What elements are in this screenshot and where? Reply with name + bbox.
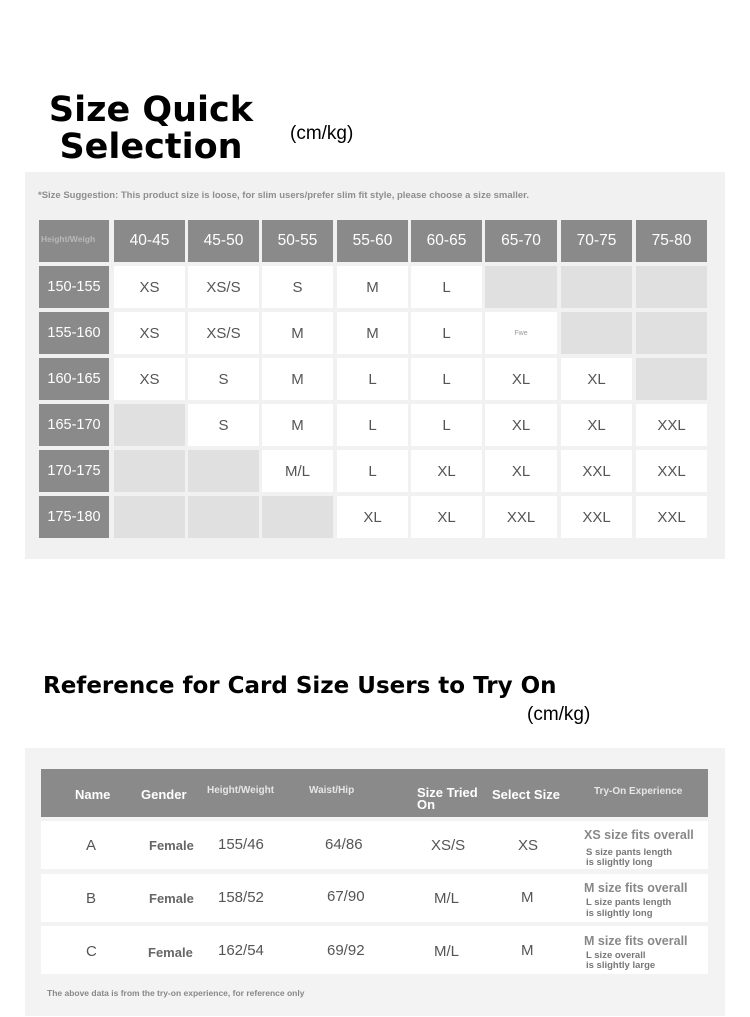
size-cell: M (262, 312, 333, 354)
size-cell: XL (561, 404, 632, 446)
size-selection-unit: (cm/kg) (290, 123, 354, 144)
weight-header: 70-75 (561, 220, 632, 262)
size-cell: Fwe (485, 312, 557, 354)
size-cell: XS (114, 266, 185, 308)
row-size-tried: M/L (434, 890, 460, 907)
reference-unit: (cm/kg) (527, 704, 591, 725)
size-cell: XXL (485, 496, 557, 538)
size-cell: XL (337, 496, 408, 538)
header-name: Name (75, 787, 111, 802)
empty-cell (636, 266, 707, 308)
size-cell: S (262, 266, 333, 308)
height-header: 150-155 (39, 266, 109, 308)
size-cell: XS/S (188, 312, 259, 354)
size-cell: XS/S (188, 266, 259, 308)
size-cell: XL (411, 450, 482, 492)
header-size-tried: Size Tried On (417, 785, 478, 812)
row-gender: Female (148, 945, 193, 960)
row-name: A (86, 837, 97, 854)
empty-cell (114, 496, 185, 538)
reference-row (41, 926, 708, 974)
size-chart-panel (25, 172, 725, 559)
row-experience-detail: is slightly large (586, 960, 656, 971)
height-header: 155-160 (39, 312, 109, 354)
row-select-size: M (521, 889, 534, 906)
empty-cell (636, 312, 707, 354)
reference-title: Reference for Card Size Users to Try On (43, 673, 557, 699)
size-cell: XL (485, 450, 557, 492)
row-height-weight: 158/52 (218, 889, 264, 906)
weight-header: 55-60 (337, 220, 408, 262)
reference-footnote: The above data is from the try-on experience, for reference only (47, 988, 305, 998)
size-cell: XXL (636, 450, 707, 492)
reference-table-header (41, 769, 708, 817)
row-name: C (86, 943, 97, 960)
empty-cell (114, 450, 185, 492)
size-selection-title: Size Quick Selection (48, 90, 254, 167)
size-cell: M (262, 404, 333, 446)
reference-row (41, 874, 708, 922)
row-waist-hip: 67/90 (327, 888, 365, 905)
empty-cell (188, 450, 259, 492)
row-experience-detail: S size pants length (586, 847, 673, 858)
header-select-size: Select Size (492, 787, 560, 802)
size-cell: S (188, 358, 259, 400)
size-cell: XL (561, 358, 632, 400)
weight-header: 60-65 (411, 220, 482, 262)
height-header: 165-170 (39, 404, 109, 446)
empty-cell (636, 358, 707, 400)
empty-cell (561, 312, 632, 354)
row-size-tried: XS/S (431, 837, 466, 854)
row-height-weight: 155/46 (218, 836, 264, 853)
empty-cell (262, 496, 333, 538)
header-gender: Gender (141, 787, 187, 802)
height-header: 170-175 (39, 450, 109, 492)
size-cell: XL (411, 496, 482, 538)
size-cell: XXL (561, 450, 632, 492)
size-cell: L (337, 450, 408, 492)
reference-row (41, 821, 708, 869)
weight-header: 40-45 (114, 220, 185, 262)
size-cell: L (337, 404, 408, 446)
row-gender: Female (149, 891, 194, 906)
size-cell: M (262, 358, 333, 400)
height-header: 160-165 (39, 358, 109, 400)
chart-corner-label: Height/Weigh (39, 220, 109, 262)
size-cell: XL (485, 404, 557, 446)
header-waist-hip: Waist/Hip (309, 785, 355, 796)
size-cell: L (337, 358, 408, 400)
size-cell: XS (114, 312, 185, 354)
row-gender: Female (149, 838, 194, 853)
weight-header: 65-70 (485, 220, 557, 262)
size-cell: XXL (636, 496, 707, 538)
size-cell: L (411, 312, 482, 354)
row-select-size: XS (518, 837, 539, 854)
weight-header: 50-55 (262, 220, 333, 262)
size-cell: L (411, 266, 482, 308)
empty-cell (561, 266, 632, 308)
row-experience-main: M size fits overall (584, 934, 688, 948)
row-waist-hip: 69/92 (327, 942, 365, 959)
header-experience: Try-On Experience (594, 786, 683, 797)
weight-header: 45-50 (188, 220, 259, 262)
row-select-size: M (521, 942, 534, 959)
reference-panel (25, 748, 725, 1016)
row-size-tried: M/L (434, 943, 460, 960)
size-cell: XXL (561, 496, 632, 538)
row-height-weight: 162/54 (218, 942, 264, 959)
empty-cell (485, 266, 557, 308)
size-cell: XL (485, 358, 557, 400)
size-cell: L (411, 358, 482, 400)
row-experience-main: XS size fits overall (584, 828, 694, 842)
row-experience-main: M size fits overall (584, 881, 688, 895)
row-experience-detail: L size overall (586, 950, 646, 961)
size-cell: XS (114, 358, 185, 400)
row-experience-detail: is slightly long (586, 857, 653, 868)
weight-header: 75-80 (636, 220, 707, 262)
size-cell: XXL (636, 404, 707, 446)
size-cell: M (337, 266, 408, 308)
size-cell: M (337, 312, 408, 354)
row-experience-detail: L size pants length (586, 897, 672, 908)
empty-cell (188, 496, 259, 538)
row-name: B (86, 890, 97, 907)
size-cell: S (188, 404, 259, 446)
row-waist-hip: 64/86 (325, 836, 363, 853)
size-cell: M/L (262, 450, 333, 492)
row-experience-detail: is slightly long (586, 908, 653, 919)
header-height-weight: Height/Weight (207, 785, 275, 796)
height-header: 175-180 (39, 496, 109, 538)
size-cell: L (411, 404, 482, 446)
empty-cell (114, 404, 185, 446)
size-suggestion-note: *Size Suggestion: This product size is loose, for slim users/prefer slim fit style, please choose a size smaller. (38, 190, 529, 201)
